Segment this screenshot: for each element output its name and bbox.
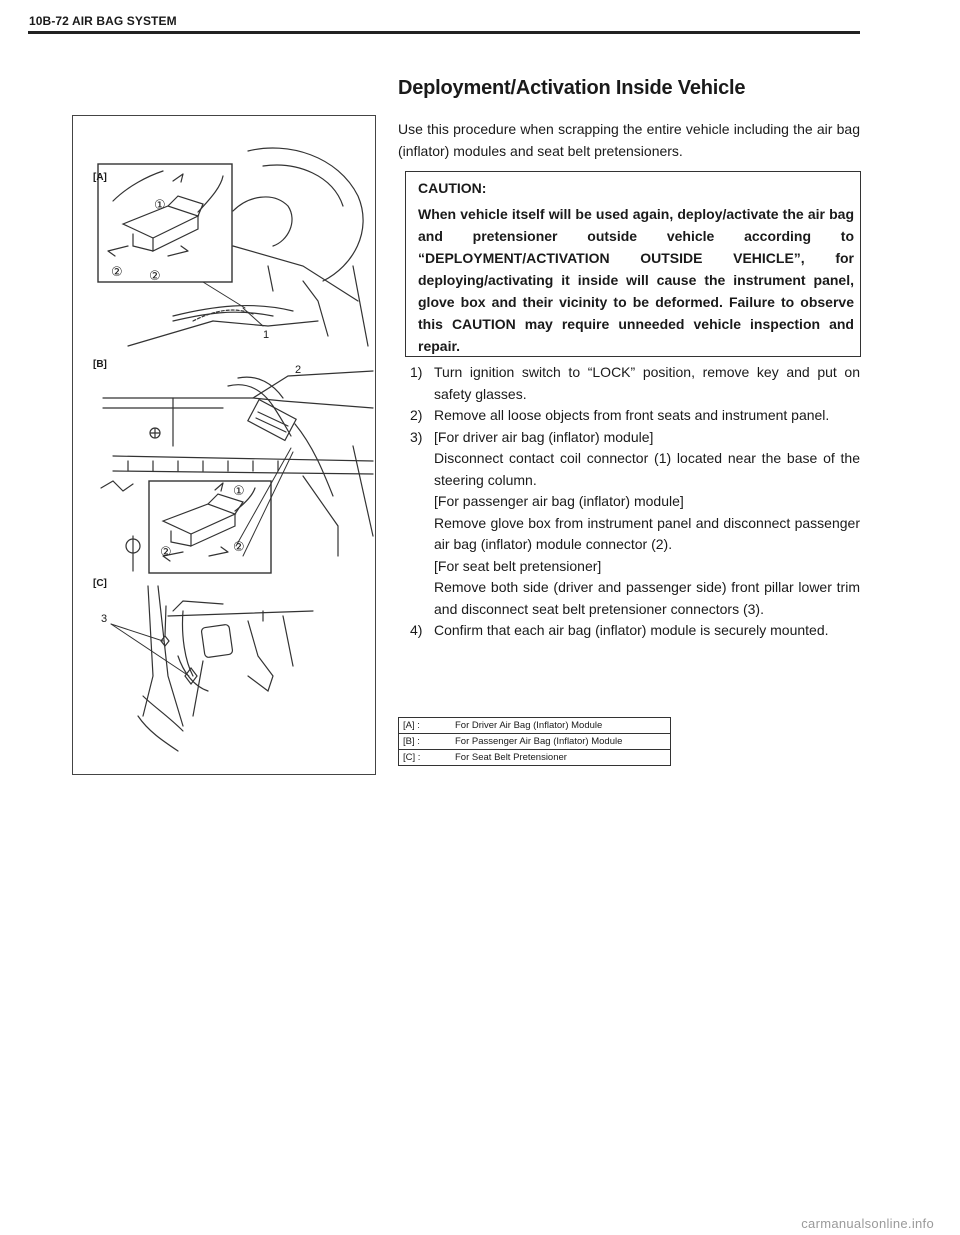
step-subheading: [For driver air bag (inflator) module]	[434, 428, 654, 445]
figure-label-c: [C]	[93, 578, 107, 589]
caution-body: When vehicle itself will be used again, deploy/activate the air bag and pretensioner outside vehicle according to “DEPLOYMENT/ACTIVATION OUTSIDE VEHICLE”, for deploying/activating it inside will cause the instrument panel, glove box and their vicinity to be deformed. Failure to observe this CAUTION may require unneeded vehicle inspection and repair.	[418, 206, 854, 354]
step-text: Disconnect contact coil connector (1) located near the base of the steering column.	[434, 450, 860, 488]
step-text: Remove both side (driver and passenger side) front pillar lower trim and disconnect seat belt pretensioner connectors (3).	[434, 579, 860, 617]
legend-key: [A] :	[399, 718, 452, 734]
step-item	[398, 362, 860, 405]
caution-box	[405, 171, 861, 357]
section-heading: Deployment/Activation Inside Vehicle	[398, 77, 746, 99]
section-intro: Use this procedure when scrapping the entire vehicle including the air bag (inflator) modules and seat belt pretensioners.	[398, 121, 860, 159]
legend-value: For Passenger Air Bag (Inflator) Module	[451, 734, 671, 750]
step-number: 2)	[410, 407, 423, 423]
figure-b-plug	[248, 400, 296, 441]
page-header-title: 10B-72 AIR BAG SYSTEM	[29, 14, 177, 28]
figure-b-circled-2-right: ②	[233, 539, 245, 554]
step-item	[398, 427, 860, 621]
step-item	[398, 620, 860, 642]
header-rule	[28, 31, 860, 34]
step-subheading: [For seat belt pretensioner]	[434, 557, 602, 574]
step-item	[398, 405, 860, 427]
figure-callout-3: 3	[101, 613, 108, 625]
figure-b-circled-1: ①	[233, 483, 245, 498]
table-row	[399, 750, 671, 766]
step-subheading: [For passenger air bag (inflator) module]	[434, 493, 684, 509]
watermark: carmanualsonline.info	[801, 1216, 934, 1231]
step-text: Remove glove box from instrument panel and disconnect passenger air bag (inflator) module connector (2).	[434, 514, 860, 552]
figure-a-circled-2-left: ②	[111, 264, 123, 279]
figure-a-circled-1: ①	[154, 197, 166, 212]
figure-b-circled-2-left: ②	[160, 544, 172, 559]
figure-a-connector	[108, 171, 223, 256]
step-number: 1)	[410, 364, 423, 380]
figure-label-a: [A]	[93, 172, 107, 183]
figure-a-circled-2-right: ②	[149, 268, 161, 283]
step-text: Remove all loose objects from front seats and instrument panel.	[434, 407, 830, 423]
caution-title: CAUTION:	[418, 180, 487, 196]
figure-legend-table	[398, 717, 671, 766]
step-number: 3)	[410, 428, 423, 445]
figure-callout-1: 1	[263, 329, 270, 341]
illustration-drawing	[73, 116, 377, 776]
table-row	[399, 734, 671, 750]
legend-key: [C] :	[399, 750, 452, 766]
procedure-steps	[398, 362, 860, 642]
figure-label-b: [B]	[93, 359, 107, 370]
step-number: 4)	[410, 622, 423, 638]
figure-a-drawing	[128, 148, 368, 346]
legend-value: For Seat Belt Pretensioner	[451, 750, 671, 766]
figure-callout-2: 2	[295, 364, 302, 376]
legend-key: [B] :	[399, 734, 452, 750]
figure-c-drawing	[138, 586, 313, 751]
illustration-figure	[72, 115, 376, 775]
step-text: Turn ignition switch to “LOCK” position, remove key and put on safety glasses.	[434, 364, 860, 402]
step-text: Confirm that each air bag (inflator) module is securely mounted.	[434, 622, 829, 638]
table-row	[399, 718, 671, 734]
legend-value: For Driver Air Bag (Inflator) Module	[451, 718, 671, 734]
